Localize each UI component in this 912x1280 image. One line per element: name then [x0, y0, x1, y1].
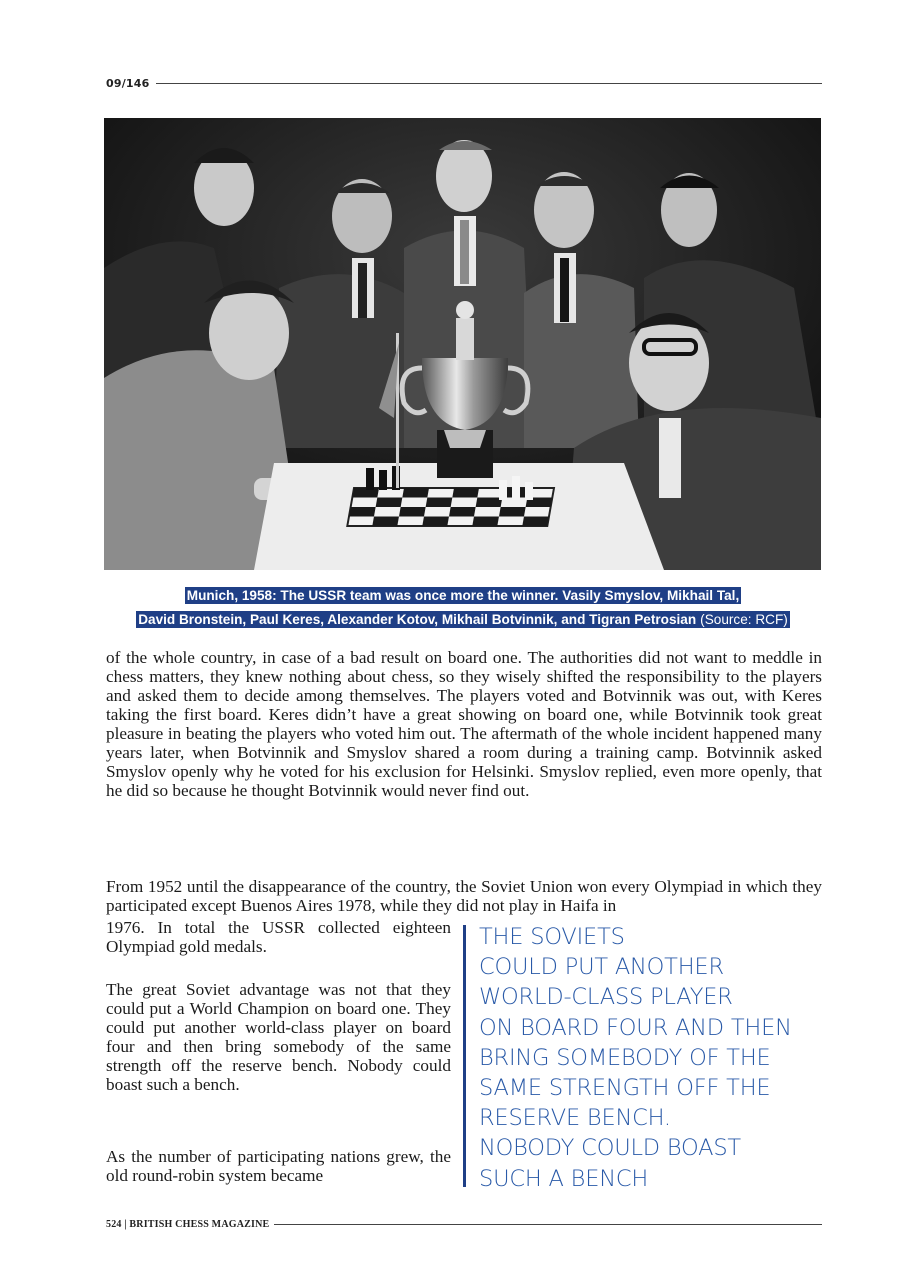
pull-quote: [463, 924, 826, 1192]
pull-quote-line: RESERVE BENCH.: [479, 1105, 671, 1132]
pull-quote-line: SUCH A BENCH: [479, 1165, 649, 1192]
caption-names: David Bronstein, Paul Keres, Alexander Kotov, Mikhail Botvinnik, and Tigran Petrosian: [138, 612, 697, 627]
body-paragraph-2: From 1952 until the disappearance of the country, the Soviet Union won every Olympiad in which they participated except Buenos Aires 1978, while they did not play in Haifa in: [106, 877, 822, 915]
photo-caption-line-1: [104, 586, 822, 606]
pull-quote-line: THE SOVIETS: [479, 924, 625, 950]
page-number: 09/146: [106, 76, 150, 90]
pull-quote-line: BRING SOMEBODY OF THE: [479, 1044, 771, 1071]
body-paragraph-1: of the whole country, in case of a bad result on board one. The authorities did not want to meddle in chess matters, they knew nothing about chess, so they wisely shifted the responsibility to the players and asked them to decide among themselves. The players voted and Botvinnik was out, with Keres taking the first board. Keres didn’t have a great showing on board one, while Botvinnik took great pleasure in beating the players who voted him out. The aftermath of the whole incident happened many years later, when Botvinnik and Smyslov shared a room during a training camp. Botvinnik asked Smyslov openly why he voted for his exclusion for Helsinki. Smyslov replied, even more openly, that he did so because he thought Botvinnik would never find out.: [106, 648, 822, 800]
pull-quote-line: SAME STRENGTH OFF THE: [479, 1075, 771, 1102]
pull-quote-line: NOBODY COULD BOAST: [479, 1135, 741, 1162]
footer-label: 524 | BRITISH CHESS MAGAZINE: [106, 1218, 270, 1230]
pull-quote-line: COULD PUT ANOTHER: [479, 954, 724, 981]
body-paragraph-5: As the number of participating nations grew, the old round-robin system became: [106, 1147, 451, 1185]
photo-caption-line-2: [104, 610, 822, 630]
page-footer: [106, 1216, 822, 1232]
body-paragraph-3: 1976. In total the USSR collected eighteen Olympiad gold medals.: [106, 918, 451, 956]
body-paragraph-4: The great Soviet advantage was not that they could put a World Champion on board one. They could put another world-class player on board four and then bring somebody of the same strength off the reserve bench. Nobody could boast such a bench.: [106, 980, 451, 1094]
caption-source: (Source: RCF): [700, 612, 788, 627]
header-rule: [156, 83, 823, 84]
team-photo-illustration: [104, 118, 821, 570]
pull-quote-line: WORLD-CLASS PLAYER: [479, 984, 733, 1011]
team-photo: [104, 118, 821, 570]
pull-quote-line: ON BOARD FOUR AND THEN: [479, 1014, 792, 1041]
caption-text: Munich, 1958: The USSR team was once more the winner. Vasily Smyslov, Mikhail Tal,: [186, 588, 740, 603]
footer-rule: [274, 1224, 822, 1225]
page-header: [106, 74, 822, 92]
